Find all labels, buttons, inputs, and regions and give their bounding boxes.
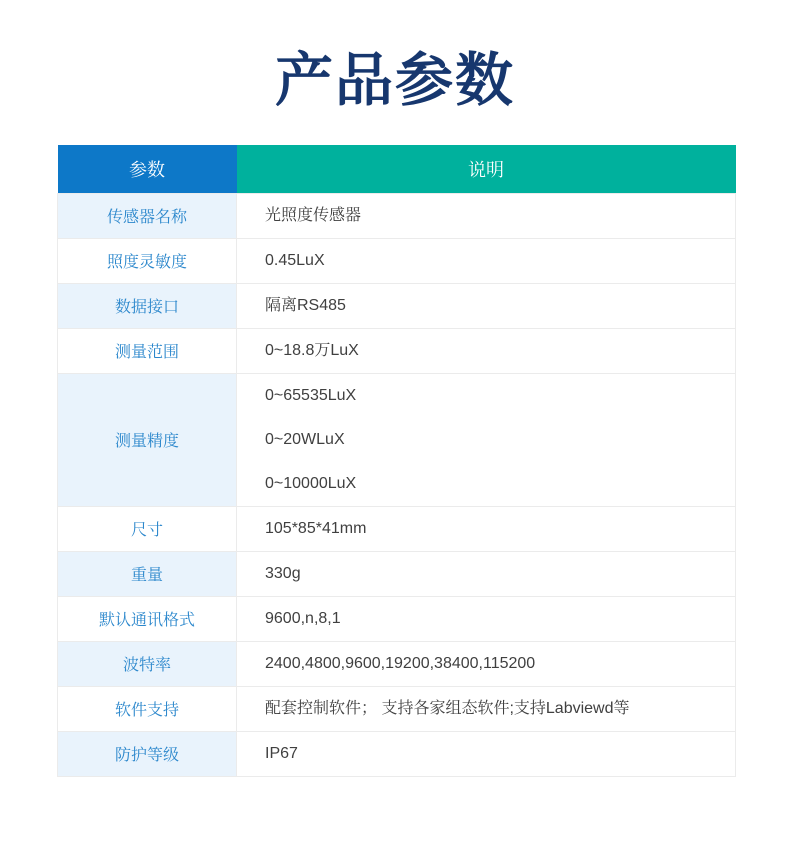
param-cell: 尺寸 — [58, 506, 237, 551]
desc-line: 隔离RS485 — [265, 296, 346, 314]
desc-line: IP67 — [265, 744, 298, 762]
param-cell: 测量范围 — [58, 328, 237, 373]
desc-line: 0~10000LuX — [265, 474, 357, 492]
table-row — [58, 283, 736, 328]
param-cell: 重量 — [58, 551, 237, 596]
param-cell: 防护等级 — [58, 731, 237, 776]
table-row — [58, 373, 736, 506]
desc-cell — [237, 193, 736, 238]
desc-line: 0~65535LuX — [265, 386, 357, 404]
table-row — [58, 551, 736, 596]
spec-table-body — [58, 193, 736, 776]
desc-line: 0~18.8万LuX — [265, 341, 359, 359]
table-row — [58, 506, 736, 551]
param-cell: 数据接口 — [58, 283, 237, 328]
table-row — [58, 596, 736, 641]
desc-cell — [237, 238, 736, 283]
desc-cell — [237, 641, 736, 686]
page-title: 产品参数 — [274, 48, 515, 113]
desc-cell — [237, 373, 736, 506]
desc-line: 330g — [265, 564, 301, 582]
param-cell: 测量精度 — [58, 373, 237, 506]
column-header-desc: 说明 — [237, 145, 736, 193]
param-cell: 传感器名称 — [58, 193, 237, 238]
desc-cell — [237, 551, 736, 596]
desc-cell — [237, 686, 736, 731]
desc-cell — [237, 283, 736, 328]
desc-line: 2400,4800,9600,19200,38400,115200 — [265, 654, 536, 672]
desc-line: 配套控制软件； 支持各家组态软件;支持Labviewd等 — [265, 699, 630, 717]
desc-line: 光照度传感器 — [265, 206, 362, 224]
param-cell: 软件支持 — [58, 686, 237, 731]
column-header-param: 参数 — [58, 145, 237, 193]
table-row — [58, 731, 736, 776]
table-row — [58, 686, 736, 731]
desc-cell — [237, 328, 736, 373]
desc-line: 0.45LuX — [265, 251, 325, 269]
desc-cell — [237, 731, 736, 776]
desc-cell — [237, 596, 736, 641]
table-row — [58, 193, 736, 238]
param-cell: 照度灵敏度 — [58, 238, 237, 283]
table-row — [58, 641, 736, 686]
spec-table — [57, 145, 736, 777]
desc-line: 0~20WLuX — [265, 430, 345, 448]
desc-cell — [237, 506, 736, 551]
table-header-row — [58, 145, 736, 193]
param-cell: 波特率 — [58, 641, 237, 686]
desc-line: 9600,n,8,1 — [265, 609, 341, 627]
table-row — [58, 328, 736, 373]
table-row — [58, 238, 736, 283]
param-cell: 默认通讯格式 — [58, 596, 237, 641]
desc-line: 105*85*41mm — [265, 519, 367, 537]
